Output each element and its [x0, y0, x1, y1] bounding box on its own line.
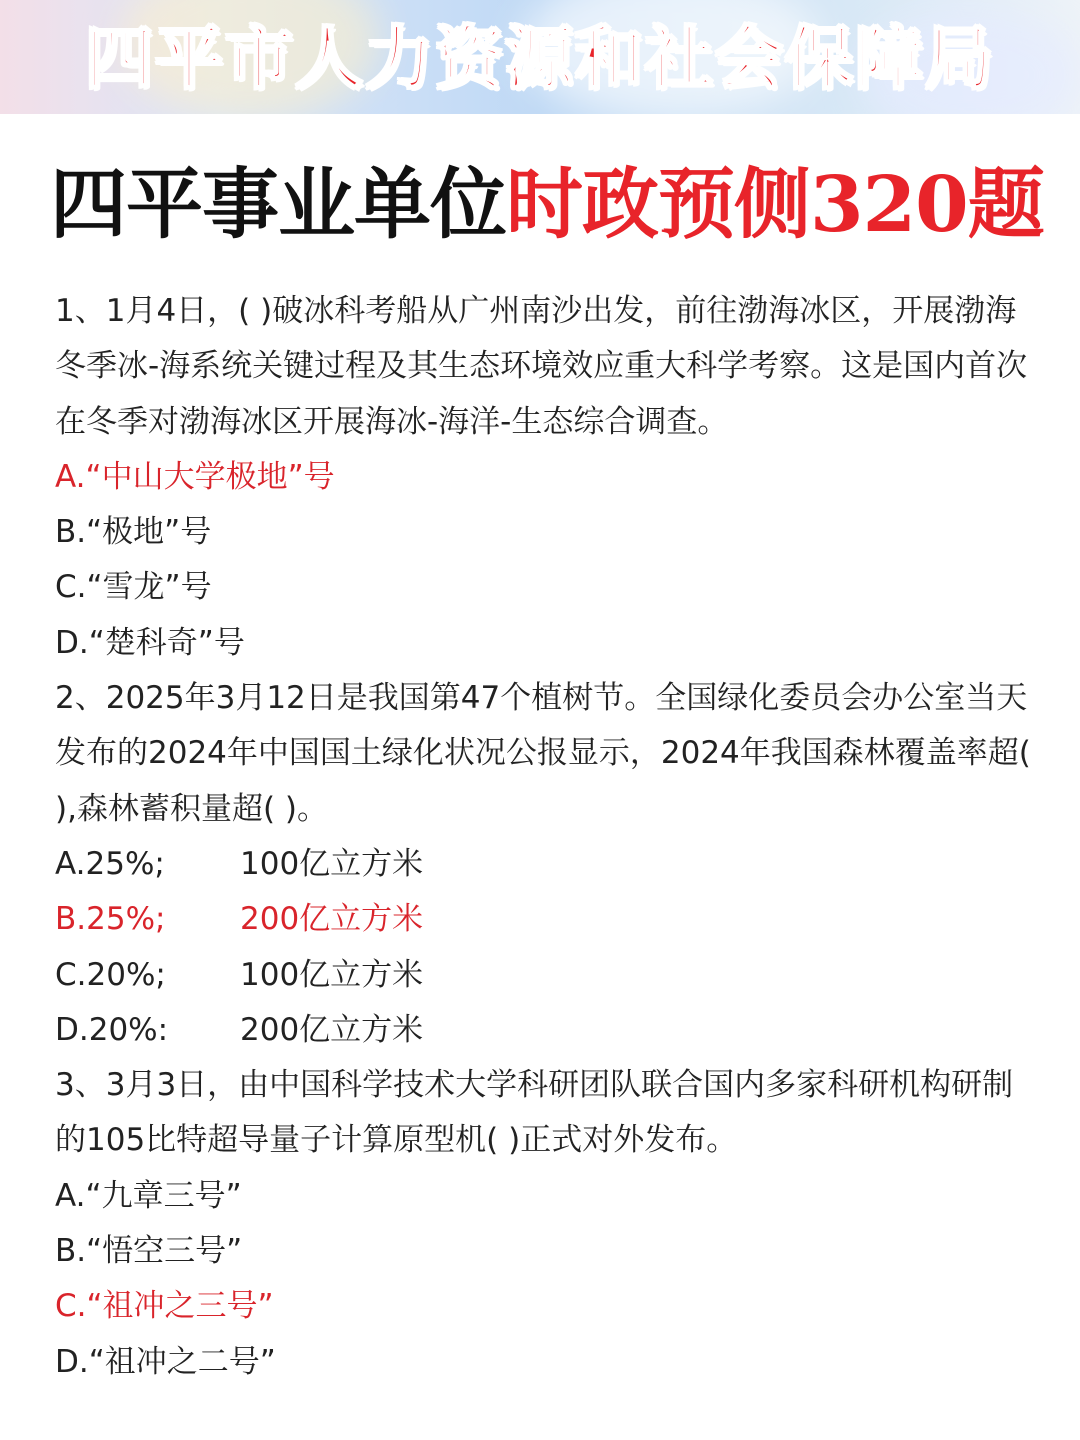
option-value: 100亿立方米 [240, 956, 424, 993]
option-a-correct: A.“中山大学极地”号 [55, 458, 335, 495]
option-letter: B.25%; [55, 901, 166, 938]
option-b-correct [55, 892, 1035, 947]
option-b: B.“悟空三号” [55, 1233, 243, 1270]
header-banner [0, 0, 1080, 114]
option-c: C.“雪龙”号 [55, 569, 212, 606]
option-value: 200亿立方米 [240, 901, 424, 938]
option-letter: A.25%; [55, 845, 165, 882]
banner-title: 四平市人力资源和社会保障局 [84, 20, 995, 99]
page-title-part1: 四平事业单位 [50, 160, 506, 250]
option-b: B.“极地”号 [55, 514, 212, 551]
question-stem: 3、3月3日，由中国科学技术大学科研团队联合国内多家科研机构研制的105比特超导量子计算原型机( )正式对外发布。 [55, 1067, 1014, 1159]
option-c-correct: C.“祖冲之三号” [55, 1288, 274, 1325]
option-letter: C.20%; [55, 956, 166, 993]
option-value: 100亿立方米 [240, 845, 424, 882]
option-c [55, 948, 1035, 1003]
question-stem: 1、1月4日，( )破冰科考船从广州南沙出发，前往渤海冰区，开展渤海冬季冰-海系统关键过程及其生态环境效应重大科学考察。这是国内首次在冬季对渤海冰区开展海冰-海洋-生态综合调查。 [55, 293, 1028, 440]
option-letter: D.20%: [55, 1011, 169, 1048]
option-d: D.“祖冲之二号” [55, 1343, 276, 1380]
page-title-part2: 时政预侧320题 [506, 160, 1044, 250]
option-value: 200亿立方米 [240, 1011, 424, 1048]
question-stem: 2、2025年3月12日是我国第47个植树节。全国绿化委员会办公室当天发布的2024年中国国土绿化状况公报显示，2024年我国森林覆盖率超( ),森林蓄积量超( )。 [55, 680, 1031, 827]
option-d [55, 1003, 1035, 1058]
page-title [50, 160, 1044, 250]
option-a: A.“九章三号” [55, 1177, 242, 1214]
question-list [55, 284, 1035, 1390]
option-a [55, 837, 1035, 892]
option-d: D.“楚科奇”号 [55, 624, 245, 661]
